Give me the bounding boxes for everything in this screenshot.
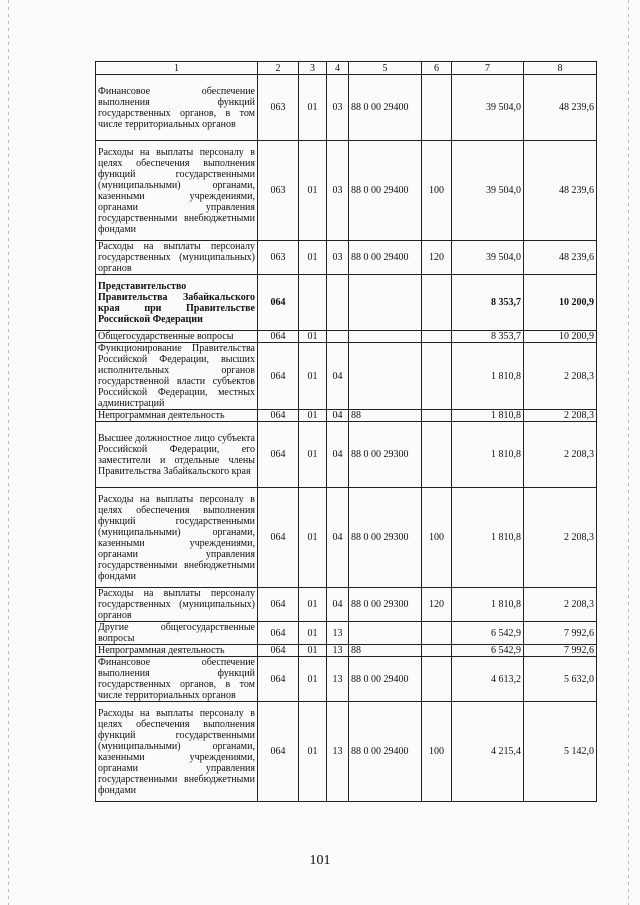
row-cell-c4: 13 (327, 645, 349, 657)
row-cell-c6 (422, 622, 452, 645)
row-cell-c8: 2 208,3 (524, 588, 597, 622)
table-row (96, 410, 597, 422)
table-row (96, 488, 597, 588)
row-cell-c7: 4 613,2 (452, 657, 524, 702)
row-cell-c3: 01 (299, 343, 327, 410)
row-cell-c3: 01 (299, 645, 327, 657)
row-cell-c7: 8 353,7 (452, 331, 524, 343)
table-row (96, 331, 597, 343)
left-scan-edge (8, 0, 9, 905)
row-cell-c8: 7 992,6 (524, 622, 597, 645)
column-header: 3 (299, 62, 327, 75)
row-cell-c8: 48 239,6 (524, 141, 597, 241)
row-cell-c5: 88 0 00 29400 (349, 657, 422, 702)
table-row (96, 141, 597, 241)
row-cell-c5: 88 0 00 29400 (349, 702, 422, 802)
row-cell-c4 (327, 275, 349, 331)
row-name-cell: Непрограммная деятельность (96, 410, 258, 422)
row-cell-c4: 13 (327, 702, 349, 802)
page-number: 101 (309, 853, 331, 868)
row-cell-c2: 064 (258, 702, 299, 802)
table-row (96, 702, 597, 802)
row-cell-c8: 10 200,9 (524, 331, 597, 343)
row-cell-c7: 1 810,8 (452, 422, 524, 488)
table-row (96, 275, 597, 331)
row-cell-c5: 88 (349, 645, 422, 657)
row-cell-c5: 88 0 00 29400 (349, 241, 422, 275)
row-cell-c8: 2 208,3 (524, 488, 597, 588)
table-row (96, 422, 597, 488)
row-cell-c3: 01 (299, 588, 327, 622)
row-cell-c2: 064 (258, 622, 299, 645)
row-cell-c2: 064 (258, 343, 299, 410)
row-cell-c7: 1 810,8 (452, 410, 524, 422)
row-cell-c5: 88 0 00 29300 (349, 422, 422, 488)
row-cell-c2: 064 (258, 410, 299, 422)
row-cell-c5: 88 (349, 410, 422, 422)
row-cell-c5 (349, 622, 422, 645)
row-cell-c7: 39 504,0 (452, 75, 524, 141)
row-cell-c8: 5 632,0 (524, 657, 597, 702)
row-cell-c5: 88 0 00 29300 (349, 488, 422, 588)
row-cell-c7: 6 542,9 (452, 622, 524, 645)
row-cell-c4: 03 (327, 141, 349, 241)
row-cell-c6: 100 (422, 702, 452, 802)
row-name-cell: Функционирование Правительства Российской Федерации, высших исполнительных органов государственной власти субъектов Российской Федерации, местных администраций (96, 343, 258, 410)
row-cell-c8: 48 239,6 (524, 241, 597, 275)
row-cell-c3: 01 (299, 622, 327, 645)
row-cell-c6 (422, 410, 452, 422)
row-cell-c4: 03 (327, 241, 349, 275)
table-row (96, 657, 597, 702)
row-cell-c2: 064 (258, 657, 299, 702)
row-name-cell: Непрограммная деятельность (96, 645, 258, 657)
row-cell-c3: 01 (299, 75, 327, 141)
row-cell-c2: 063 (258, 141, 299, 241)
row-cell-c8: 5 142,0 (524, 702, 597, 802)
row-cell-c2: 064 (258, 331, 299, 343)
row-cell-c4: 03 (327, 75, 349, 141)
column-header: 5 (349, 62, 422, 75)
row-cell-c7: 6 542,9 (452, 645, 524, 657)
row-cell-c6: 120 (422, 241, 452, 275)
row-cell-c6 (422, 657, 452, 702)
row-cell-c3: 01 (299, 657, 327, 702)
row-cell-c4 (327, 331, 349, 343)
row-cell-c6: 120 (422, 588, 452, 622)
row-cell-c8: 48 239,6 (524, 75, 597, 141)
row-cell-c7: 4 215,4 (452, 702, 524, 802)
right-scan-edge (628, 0, 629, 905)
table-row (96, 343, 597, 410)
row-cell-c5 (349, 331, 422, 343)
row-cell-c8: 2 208,3 (524, 410, 597, 422)
row-cell-c6 (422, 645, 452, 657)
row-name-cell: Расходы на выплаты персоналу в целях обеспечения выполнения функций государственными (муниципальными) органами, казенными учреждениями, органами управления государственными внебюджетными фондами (96, 488, 258, 588)
row-cell-c3: 01 (299, 141, 327, 241)
row-name-cell: Финансовое обеспечение выполнения функций государственных органов, в том числе территориальных органов (96, 75, 258, 141)
row-cell-c3: 01 (299, 410, 327, 422)
row-name-cell: Расходы на выплаты персоналу государственных (муниципальных) органов (96, 241, 258, 275)
row-cell-c8: 7 992,6 (524, 645, 597, 657)
row-cell-c3: 01 (299, 488, 327, 588)
budget-table (95, 61, 597, 802)
row-cell-c2: 064 (258, 588, 299, 622)
row-cell-c3 (299, 275, 327, 331)
row-cell-c2: 064 (258, 488, 299, 588)
row-cell-c5 (349, 275, 422, 331)
table-row (96, 75, 597, 141)
row-cell-c5: 88 0 00 29300 (349, 588, 422, 622)
row-cell-c4: 04 (327, 410, 349, 422)
table-row (96, 588, 597, 622)
row-cell-c4: 04 (327, 488, 349, 588)
row-cell-c7: 1 810,8 (452, 588, 524, 622)
row-name-cell: Высшее должностное лицо субъекта Российской Федерации, его заместители и отдельные члены Правительства Забайкальского края (96, 422, 258, 488)
column-header: 4 (327, 62, 349, 75)
row-cell-c4: 13 (327, 657, 349, 702)
row-cell-c6: 100 (422, 141, 452, 241)
row-cell-c4: 04 (327, 422, 349, 488)
row-cell-c7: 39 504,0 (452, 241, 524, 275)
row-name-cell: Финансовое обеспечение выполнения функций государственных органов, в том числе территориальных органов (96, 657, 258, 702)
table-row (96, 645, 597, 657)
row-cell-c5 (349, 343, 422, 410)
row-cell-c5: 88 0 00 29400 (349, 75, 422, 141)
table-row (96, 622, 597, 645)
row-name-cell: Другие общегосударственные вопросы (96, 622, 258, 645)
row-cell-c8: 2 208,3 (524, 343, 597, 410)
column-header: 6 (422, 62, 452, 75)
row-cell-c5: 88 0 00 29400 (349, 141, 422, 241)
row-name-cell: Общегосударственные вопросы (96, 331, 258, 343)
row-cell-c6: 100 (422, 488, 452, 588)
row-cell-c7: 39 504,0 (452, 141, 524, 241)
row-cell-c4: 04 (327, 588, 349, 622)
row-cell-c6 (422, 75, 452, 141)
row-cell-c7: 1 810,8 (452, 343, 524, 410)
table-row (96, 241, 597, 275)
row-cell-c2: 064 (258, 422, 299, 488)
table-header-row (96, 62, 597, 75)
row-cell-c2: 063 (258, 75, 299, 141)
column-header: 7 (452, 62, 524, 75)
row-cell-c2: 064 (258, 645, 299, 657)
row-name-cell: Расходы на выплаты персоналу в целях обеспечения выполнения функций государственными (муниципальными) органами, казенными учреждениями, органами управления государственными внебюджетными фондами (96, 141, 258, 241)
row-name-cell: Представительство Правительства Забайкальского края при Правительстве Российской Федерации (96, 275, 258, 331)
row-cell-c3: 01 (299, 702, 327, 802)
row-cell-c4: 04 (327, 343, 349, 410)
row-cell-c7: 8 353,7 (452, 275, 524, 331)
row-name-cell: Расходы на выплаты персоналу в целях обеспечения выполнения функций государственными (муниципальными) органами, казенными учреждениями, органами управления государственными внебюджетными фондами (96, 702, 258, 802)
row-cell-c6 (422, 275, 452, 331)
column-header: 1 (96, 62, 258, 75)
row-cell-c3: 01 (299, 331, 327, 343)
row-cell-c7: 1 810,8 (452, 488, 524, 588)
column-header: 8 (524, 62, 597, 75)
row-cell-c6 (422, 331, 452, 343)
row-cell-c2: 064 (258, 275, 299, 331)
column-header: 2 (258, 62, 299, 75)
row-cell-c3: 01 (299, 241, 327, 275)
row-cell-c4: 13 (327, 622, 349, 645)
row-cell-c8: 10 200,9 (524, 275, 597, 331)
row-cell-c6 (422, 422, 452, 488)
row-cell-c3: 01 (299, 422, 327, 488)
row-cell-c6 (422, 343, 452, 410)
row-cell-c8: 2 208,3 (524, 422, 597, 488)
row-cell-c2: 063 (258, 241, 299, 275)
row-name-cell: Расходы на выплаты персоналу государственных (муниципальных) органов (96, 588, 258, 622)
